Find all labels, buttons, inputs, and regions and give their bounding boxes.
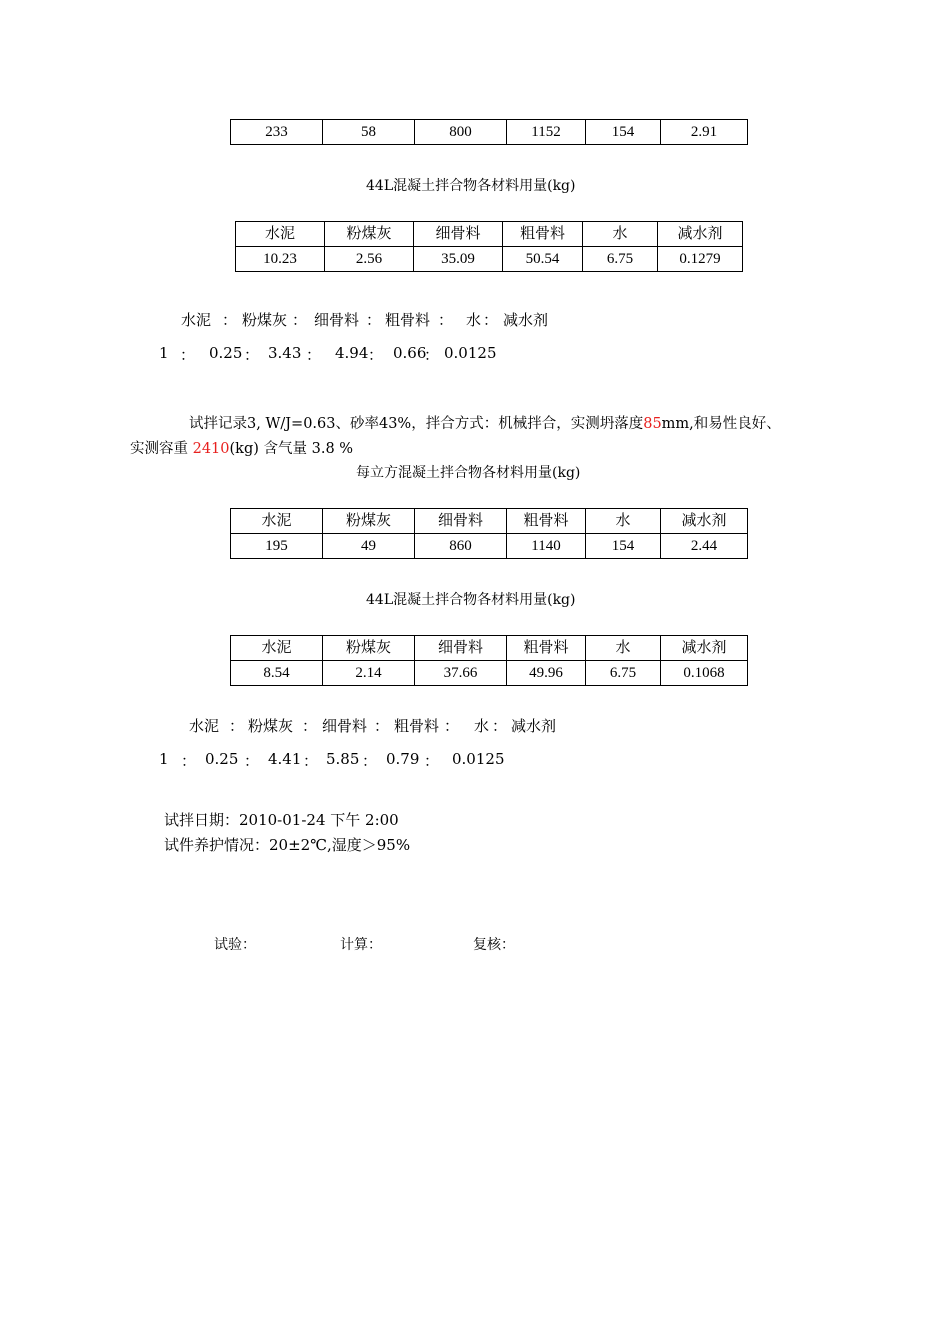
ratio-value: 0.25 — [205, 750, 239, 768]
ratio-separator: ： — [424, 752, 440, 770]
curing-conditions: 试件养护情况：20±2℃,湿度＞95% — [164, 836, 411, 854]
table-header-row — [236, 222, 743, 247]
table-cell: 2.44 — [661, 534, 748, 559]
section2-table — [230, 508, 748, 559]
ratio-value: 4.94 — [335, 344, 369, 362]
record3-text: (kg) 含气量 3.8 % — [229, 441, 354, 457]
section2-caption: 每立方混凝土拌合物各材料用量(kg) — [356, 465, 581, 481]
table-cell: 2.56 — [325, 247, 414, 272]
ratio-separator: ： — [424, 346, 440, 364]
table-header-row — [231, 509, 748, 534]
ratio-label: 水 — [466, 311, 482, 329]
ratio-label: 粗骨料 — [394, 717, 440, 735]
ratio-label: 水泥 — [189, 717, 220, 735]
table-cell: 233 — [231, 120, 323, 145]
test-label: 试验： — [214, 937, 256, 953]
table-cell: 2.91 — [661, 120, 748, 145]
ratio-label: 粗骨料 — [385, 311, 431, 329]
ratio-separator: ： — [374, 717, 390, 735]
table-cell: 37.66 — [415, 661, 507, 686]
section3-caption: 44L混凝土拌合物各材料用量(kg) — [366, 592, 576, 608]
ratio-separator: ： — [222, 311, 238, 329]
ratio-label: 水泥 — [181, 311, 212, 329]
ratio-separator: ： — [292, 311, 308, 329]
ratio-separator: ： — [368, 346, 384, 364]
table-cell: 1140 — [507, 534, 586, 559]
section1-table — [235, 221, 743, 272]
record3-text: 实测容重 — [130, 441, 188, 457]
calc-label: 计算： — [340, 937, 382, 953]
table-cell: 154 — [586, 534, 661, 559]
table-cell: 2.14 — [323, 661, 415, 686]
table-header-row — [231, 636, 748, 661]
table-header: 减水剂 — [661, 509, 748, 534]
record3-text: 试拌记录3, W/J=0.63、砂率43%，拌合方式：机械拌合，实测坍落度 — [189, 416, 644, 432]
density-value: 2410 — [192, 441, 230, 457]
ratio-label: 减水剂 — [511, 717, 557, 735]
ratio-label: 水 — [474, 717, 490, 735]
table-header: 粉煤灰 — [323, 636, 415, 661]
table-header: 水 — [586, 636, 661, 661]
table-header: 减水剂 — [661, 636, 748, 661]
ratio-label: 粉煤灰 — [242, 311, 288, 329]
table-row — [231, 661, 748, 686]
table-row — [231, 120, 748, 145]
table-cell: 0.1279 — [658, 247, 743, 272]
table-header: 水泥 — [231, 509, 323, 534]
ratio-value: 3.43 — [268, 344, 302, 362]
record3-text: mm,和易性良好、 — [661, 416, 781, 432]
ratio-value: 0.25 — [209, 344, 243, 362]
table-header: 水 — [586, 509, 661, 534]
table-cell: 154 — [586, 120, 661, 145]
ratio-separator: ： — [438, 311, 454, 329]
table-header: 粉煤灰 — [323, 509, 415, 534]
ratio-value: 4.41 — [268, 750, 302, 768]
ratio-separator: ： — [483, 311, 499, 329]
ratio-separator: ： — [303, 752, 319, 770]
table-header: 粗骨料 — [507, 636, 586, 661]
ratio-value: 0.0125 — [444, 344, 497, 362]
ratio-separator: ： — [306, 346, 322, 364]
ratio-value: 0.0125 — [452, 750, 505, 768]
table-cell: 58 — [323, 120, 415, 145]
table-cell: 195 — [231, 534, 323, 559]
table-header: 水 — [583, 222, 658, 247]
top-data-table — [230, 119, 748, 145]
table-header: 细骨料 — [414, 222, 503, 247]
ratio-value: 1 — [159, 750, 169, 768]
review-label: 复核： — [473, 937, 515, 953]
table-cell: 860 — [415, 534, 507, 559]
table-row — [236, 247, 743, 272]
record3-line1 — [189, 412, 781, 433]
ratio-separator: ： — [229, 717, 245, 735]
ratio-value: 5.85 — [326, 750, 360, 768]
ratio-label: 细骨料 — [314, 311, 360, 329]
ratio-value: 0.79 — [386, 750, 420, 768]
trial-date: 试拌日期：2010-01-24 下午 2:00 — [164, 811, 399, 829]
table-cell: 6.75 — [583, 247, 658, 272]
table-cell: 8.54 — [231, 661, 323, 686]
table-row — [231, 534, 748, 559]
ratio-separator: ： — [180, 346, 196, 364]
section3-table — [230, 635, 748, 686]
table-header: 粗骨料 — [503, 222, 583, 247]
table-cell: 35.09 — [414, 247, 503, 272]
ratio-label: 细骨料 — [322, 717, 368, 735]
ratio-value: 0.66 — [393, 344, 427, 362]
ratio-separator: ： — [181, 752, 197, 770]
table-header: 粉煤灰 — [325, 222, 414, 247]
table-header: 粗骨料 — [507, 509, 586, 534]
slump-value: 85 — [643, 416, 662, 432]
table-cell: 6.75 — [586, 661, 661, 686]
section1-caption: 44L混凝土拌合物各材料用量(kg) — [366, 178, 576, 194]
ratio-label: 粉煤灰 — [248, 717, 294, 735]
table-cell: 0.1068 — [661, 661, 748, 686]
table-cell: 1152 — [507, 120, 586, 145]
record3-line2 — [130, 437, 353, 458]
ratio-separator: ： — [362, 752, 378, 770]
table-header: 减水剂 — [658, 222, 743, 247]
table-header: 细骨料 — [415, 636, 507, 661]
table-cell: 49.96 — [507, 661, 586, 686]
ratio-separator: ： — [244, 752, 260, 770]
table-header: 细骨料 — [415, 509, 507, 534]
ratio-value: 1 — [159, 344, 169, 362]
table-header: 水泥 — [231, 636, 323, 661]
table-cell: 50.54 — [503, 247, 583, 272]
table-cell: 800 — [415, 120, 507, 145]
table-cell: 10.23 — [236, 247, 325, 272]
ratio-separator: ： — [302, 717, 318, 735]
ratio-separator: ： — [492, 717, 508, 735]
ratio-label: 减水剂 — [503, 311, 549, 329]
ratio-separator: ： — [444, 717, 460, 735]
ratio-separator: ： — [244, 346, 260, 364]
table-cell: 49 — [323, 534, 415, 559]
ratio-separator: ： — [366, 311, 382, 329]
table-header: 水泥 — [236, 222, 325, 247]
